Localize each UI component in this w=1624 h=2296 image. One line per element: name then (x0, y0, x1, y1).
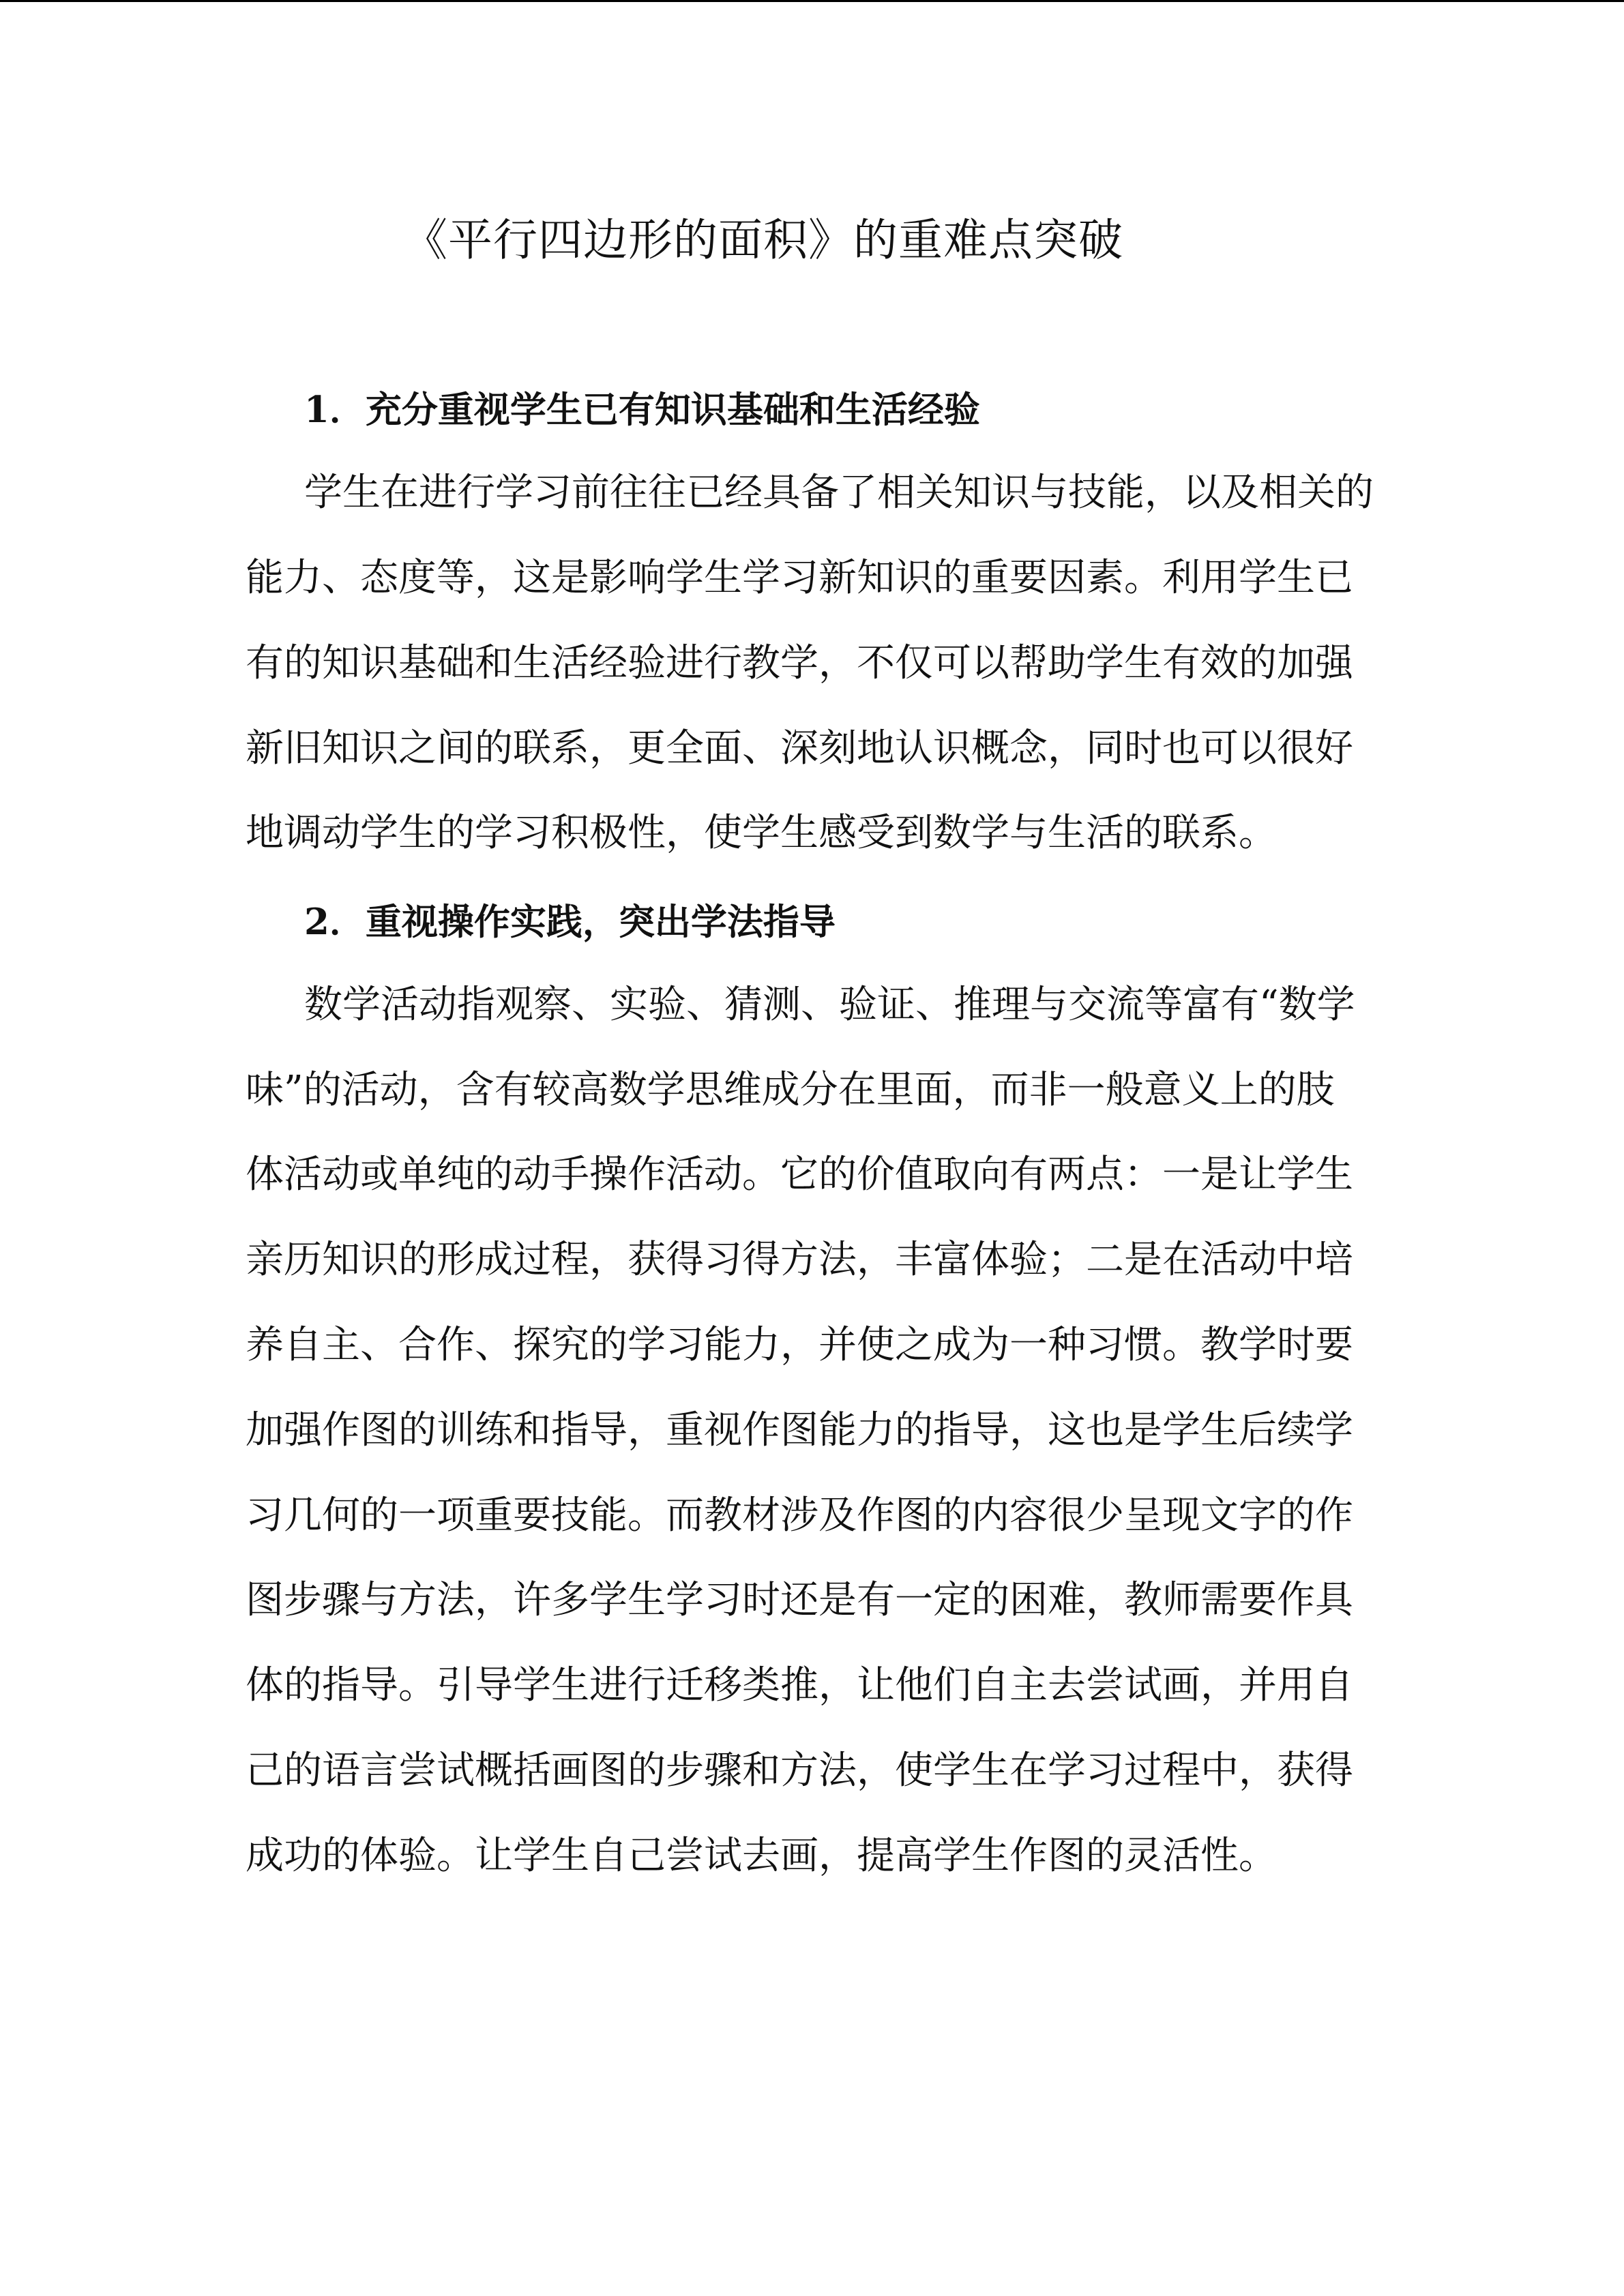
paragraph-line: 新旧知识之间的联系，更全面、深刻地认识概念，同时也可以很好 (246, 726, 1353, 771)
paragraph-line: 己的语言尝试概括画图的步骤和方法，使学生在学习过程中，获得 (246, 1748, 1353, 1793)
paragraph-line: 体活动或单纯的动手操作活动。它的价值取向有两点：一是让学生 (246, 1152, 1353, 1197)
document-title: 《平行四边形的面积》的重难点突破 (402, 215, 1123, 266)
section-heading-1: 1．充分重视学生已有知识基础和生活经验 (304, 389, 980, 431)
paragraph-line: 成功的体验。让学生自己尝试去画，提高学生作图的灵活性。 (246, 1834, 1277, 1878)
paragraph-line: 地调动学生的学习积极性，使学生感受到数学与生活的联系。 (246, 811, 1277, 855)
section-heading-2: 2．重视操作实践，突出学法指导 (304, 901, 836, 943)
paragraph-line: 亲历知识的形成过程，获得习得方法，丰富体验；二是在活动中培 (246, 1238, 1353, 1282)
paragraph-line: 习几何的一项重要技能。而教材涉及作图的内容很少呈现文字的作 (246, 1493, 1353, 1538)
paragraph-line: 能力、态度等，这是影响学生学习新知识的重要因素。利用学生已 (246, 556, 1353, 600)
paragraph-line: 体的指导。引导学生进行迁移类推，让他们自主去尝试画，并用自 (246, 1663, 1353, 1708)
top-border-line (0, 0, 1624, 2)
paragraph-line: 学生在进行学习前往往已经具备了相关知识与技能，以及相关的 (304, 471, 1374, 515)
paragraph-line: 有的知识基础和生活经验进行教学，不仅可以帮助学生有效的加强 (246, 641, 1353, 685)
paragraph-line: 数学活动指观察、实验、猜测、验证、推理与交流等富有“数学 (304, 983, 1355, 1027)
paragraph-line: 加强作图的训练和指导，重视作图能力的指导，这也是学生后续学 (246, 1408, 1353, 1452)
paragraph-line: 图步骤与方法，许多学生学习时还是有一定的困难，教师需要作具 (246, 1578, 1353, 1622)
paragraph-line: 味”的活动，含有较高数学思维成分在里面，而非一般意义上的肢 (246, 1068, 1335, 1112)
paragraph-line: 养自主、合作、探究的学习能力，并使之成为一种习惯。教学时要 (246, 1323, 1353, 1367)
